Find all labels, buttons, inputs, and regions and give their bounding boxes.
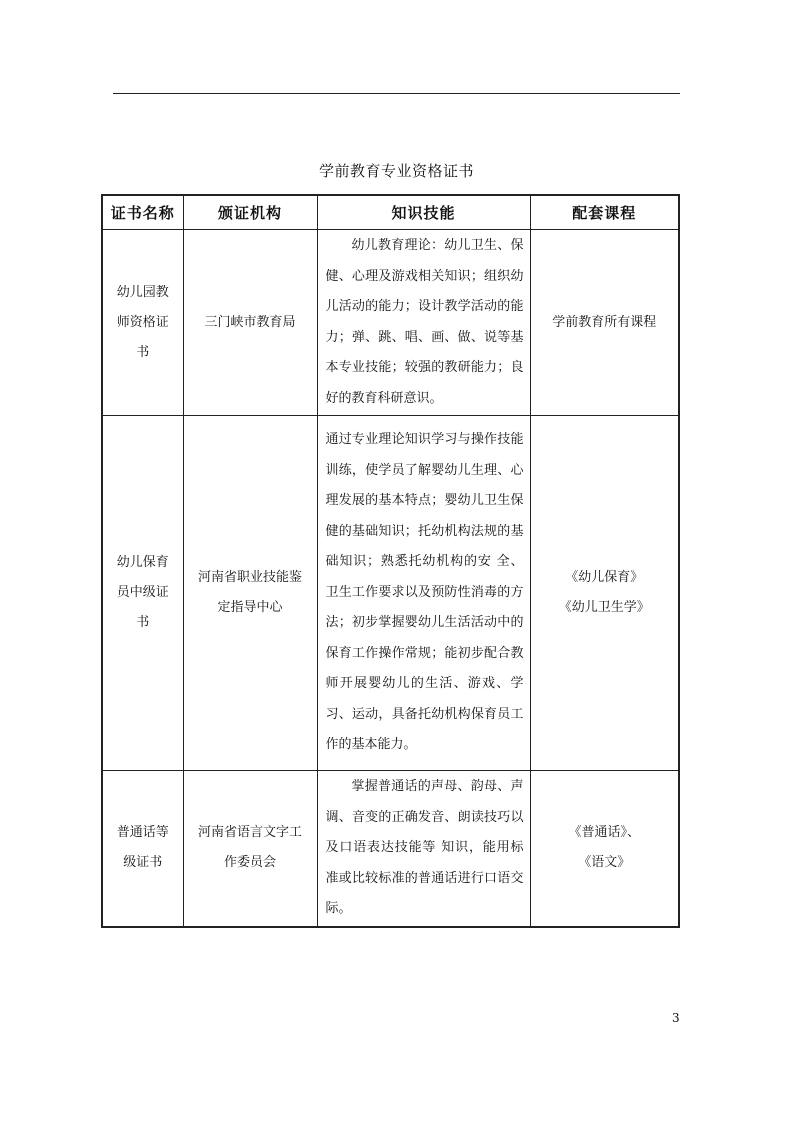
header-issuer: 颁证机构 [183, 195, 317, 230]
course-item: 《幼儿卫生学》 [558, 600, 650, 615]
course-item: 《语文》 [578, 855, 631, 871]
page-number: 3 [672, 1011, 680, 1025]
courses-cell [530, 771, 679, 927]
issuer-cell [183, 771, 317, 927]
table-header-row [102, 195, 679, 230]
table-row [102, 416, 679, 771]
skills-cell: 通过专业理论知识学习与操作技能训练，使学员了解婴幼儿生理、心理发展的基本特点；婴幼儿卫生保健的基础知识；托幼机构法规的基础知识；熟悉托幼机构的安 全、卫生工作要求以及预防性消毒的方 法；初步掌握婴幼儿生活活动中的保育工作操作常规；能初步配合教师开展婴幼儿的生活、游戏、学习、运动，具备托幼机构保育员工作的基本能力。 [317, 416, 530, 771]
skills-cell: 幼儿教育理论：幼儿卫生、保健、心理及游戏相关知识；组织幼儿活动的能力；设计教学活动的能力；弹、跳、唱、画、做、说等基本专业技能；较强的教研能力；良好的教育科研意识。 [317, 230, 530, 416]
course-item: 《幼儿保育》 [565, 570, 644, 585]
cert-name: 幼儿园教师资格证书 [116, 284, 169, 360]
issuer-cell [183, 416, 317, 771]
issuer: 河南省语言文字工作委员会 [197, 825, 302, 871]
cert-name: 幼儿保育员中级证书 [116, 555, 169, 630]
table-row [102, 771, 679, 927]
header-rule [113, 93, 680, 94]
cert-name-cell [102, 230, 183, 416]
cert-name: 普通话等级证书 [116, 825, 169, 871]
issuer: 三门峡市教育局 [204, 314, 296, 330]
issuer: 河南省职业技能鉴定指导中心 [197, 570, 302, 615]
cert-name-cell [102, 771, 183, 927]
course-item: 学前教育所有课程 [552, 314, 657, 330]
document-title: 学前教育专业资格证书 [318, 162, 474, 180]
header-courses: 配套课程 [530, 195, 679, 230]
header-skills: 知识技能 [317, 195, 530, 230]
courses-cell [530, 416, 679, 771]
skills-cell: 掌握普通话的声母、韵母、声调、音变的正确发音、朗读技巧以及口语表达技能等 知识，能用标准或比较标准的普通话进行口语交际。 [317, 771, 530, 927]
course-item: 《普通话》、 [568, 825, 640, 841]
certificate-table [101, 194, 680, 928]
table-row [102, 230, 679, 416]
courses-cell [530, 230, 679, 416]
issuer-cell [183, 230, 317, 416]
cert-name-cell [102, 416, 183, 771]
header-cert-name: 证书名称 [102, 195, 183, 230]
